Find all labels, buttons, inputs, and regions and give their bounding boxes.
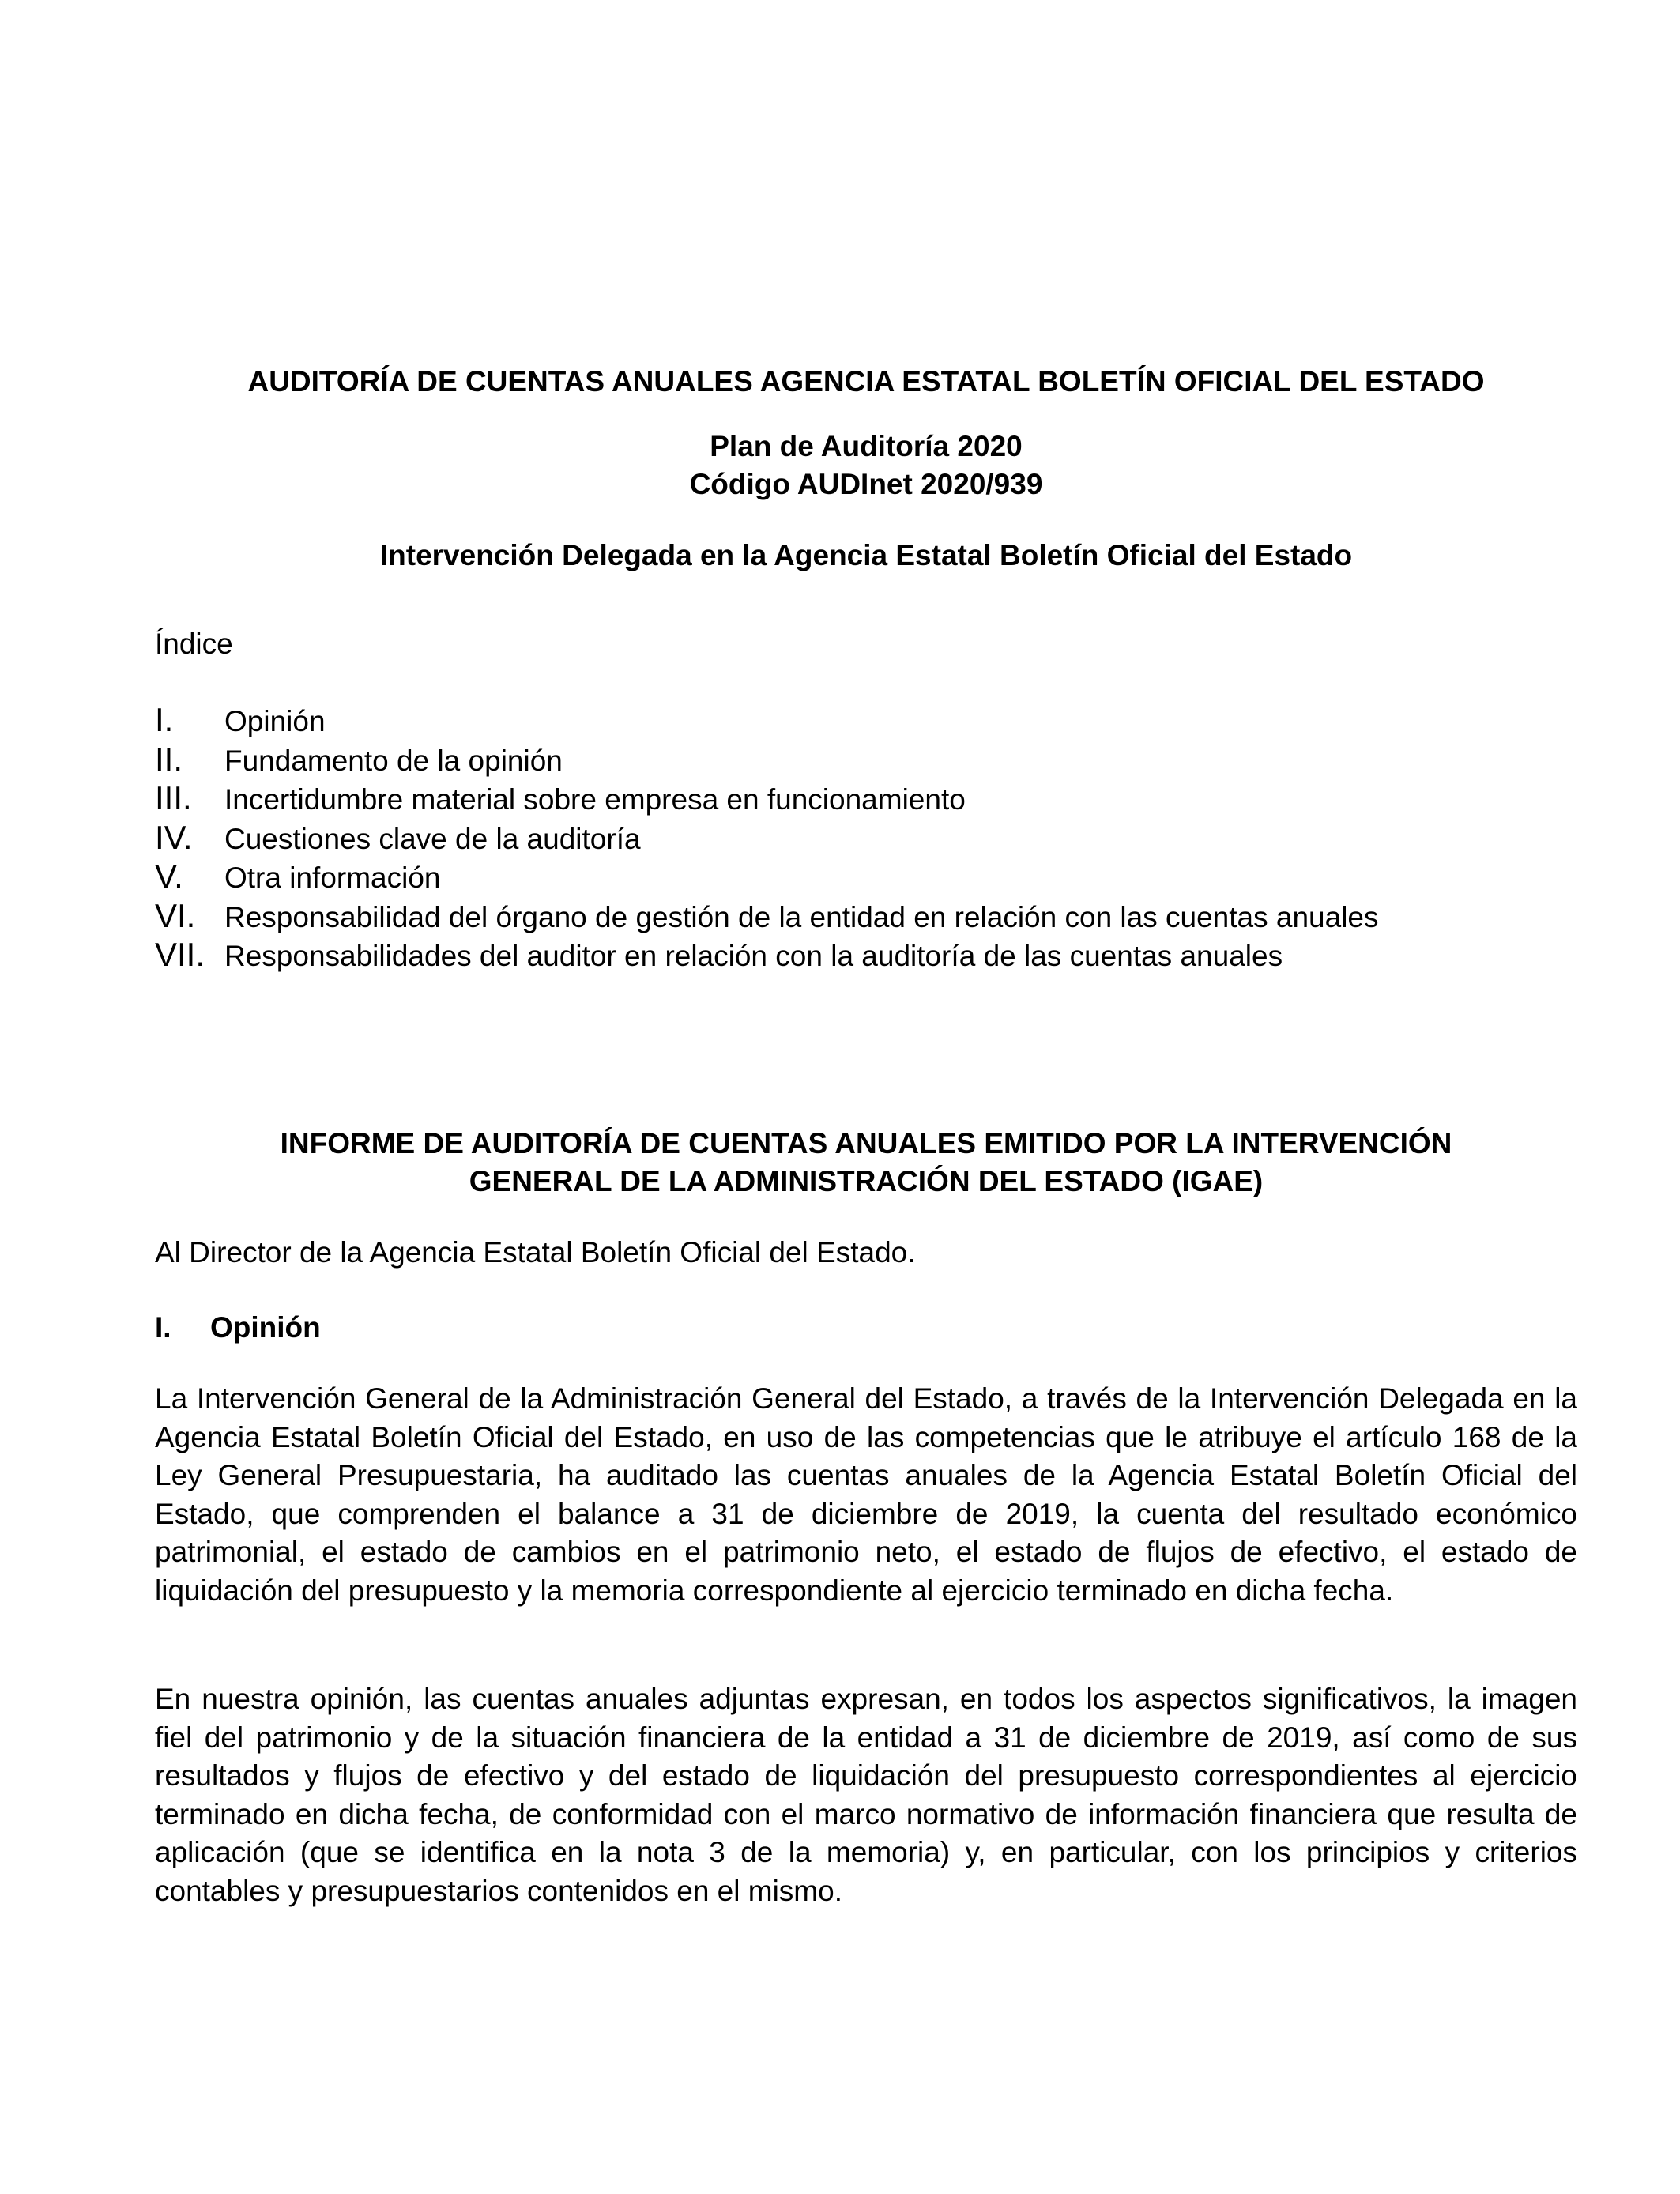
toc-item [155,896,1577,936]
addressee-line: Al Director de la Agencia Estatal Boletín Oficial del Estado. [155,1236,916,1269]
toc-item [155,778,1577,818]
toc-item-text: Otra información [224,861,441,894]
opinion-paragraph: La Intervención General de la Administración General del Estado, a través de la Intervención Delegada en la Agencia Estatal Boletín Oficial del Estado, en uso de las competencias que le atribuye el artículo 168 de la Ley General Presupuestaria, ha auditado las cuentas anuales de la Agencia Estatal Boletín Oficial del Estado, que comprenden el balance a 31 de diciembre de 2019, la cuenta del resultado económico patrimonial, el estado de cambios en el patrimonio neto, el estado de flujos de efectivo, el estado de liquidación del presupuesto y la memoria correspondiente al ejercicio terminado en dicha fecha. [155,1382,1577,1607]
intervention-heading: Intervención Delegada en la Agencia Estatal Boletín Oficial del Estado [379,539,1353,571]
report-title-line: INFORME DE AUDITORÍA DE CUENTAS ANUALES EMITIDO POR LA INTERVENCIÓN [280,1127,1452,1159]
section-number: I. [155,1311,171,1344]
index-label: Índice [155,628,233,660]
toc-item [155,740,1577,779]
toc-item [155,700,1577,740]
table-of-contents [155,700,1577,974]
toc-item [155,935,1577,974]
section-heading-opinion [155,1308,321,1348]
toc-item [155,857,1577,896]
audit-plan-line: Plan de Auditoría 2020 [710,430,1023,462]
audinet-code-line: Código AUDInet 2020/939 [689,468,1043,500]
report-title-line: GENERAL DE LA ADMINISTRACIÓN DEL ESTADO (IGAE) [469,1165,1264,1197]
toc-item-text: Incertidumbre material sobre empresa en funcionamiento [224,783,966,816]
toc-item-number: I. [155,701,174,738]
document-title: AUDITORÍA DE CUENTAS ANUALES AGENCIA ESTATAL BOLETÍN OFICIAL DEL ESTADO [247,365,1485,398]
toc-item-number: VII. [155,936,205,973]
toc-item-text: Responsabilidades del auditor en relación con la auditoría de las cuentas anuales [224,940,1283,972]
toc-item-text: Fundamento de la opinión [224,744,563,777]
opinion-paragraph: En nuestra opinión, las cuentas anuales adjuntas expresan, en todos los aspectos significativos, la imagen fiel del patrimonio y de la situación financiera de la entidad a 31 de diciembre de 2019, así como de sus resultados y flujos de efectivo y del estado de liquidación del presupuesto correspondientes al ejercicio terminado en dicha fecha, de conformidad con el marco normativo de información financiera que resulta de aplicación (que se identifica en la nota 3 de la memoria) y, en particular, con los principios y criterios contables y presupuestarios contenidos en el mismo. [155,1683,1577,1907]
toc-item-number: II. [155,740,183,778]
toc-item-text: Cuestiones clave de la auditoría [224,822,641,855]
toc-item-number: III. [155,779,192,816]
report-title [155,1125,1577,1201]
toc-item-number: VI. [155,896,196,934]
section-title: Opinión [210,1311,321,1344]
toc-item-text: Opinión [224,705,326,737]
toc-item-text: Responsabilidad del órgano de gestión de la entidad en relación con las cuentas anuales [224,900,1379,933]
toc-item [155,818,1577,858]
toc-item-number: V. [155,858,183,895]
toc-item-number: IV. [155,818,193,856]
